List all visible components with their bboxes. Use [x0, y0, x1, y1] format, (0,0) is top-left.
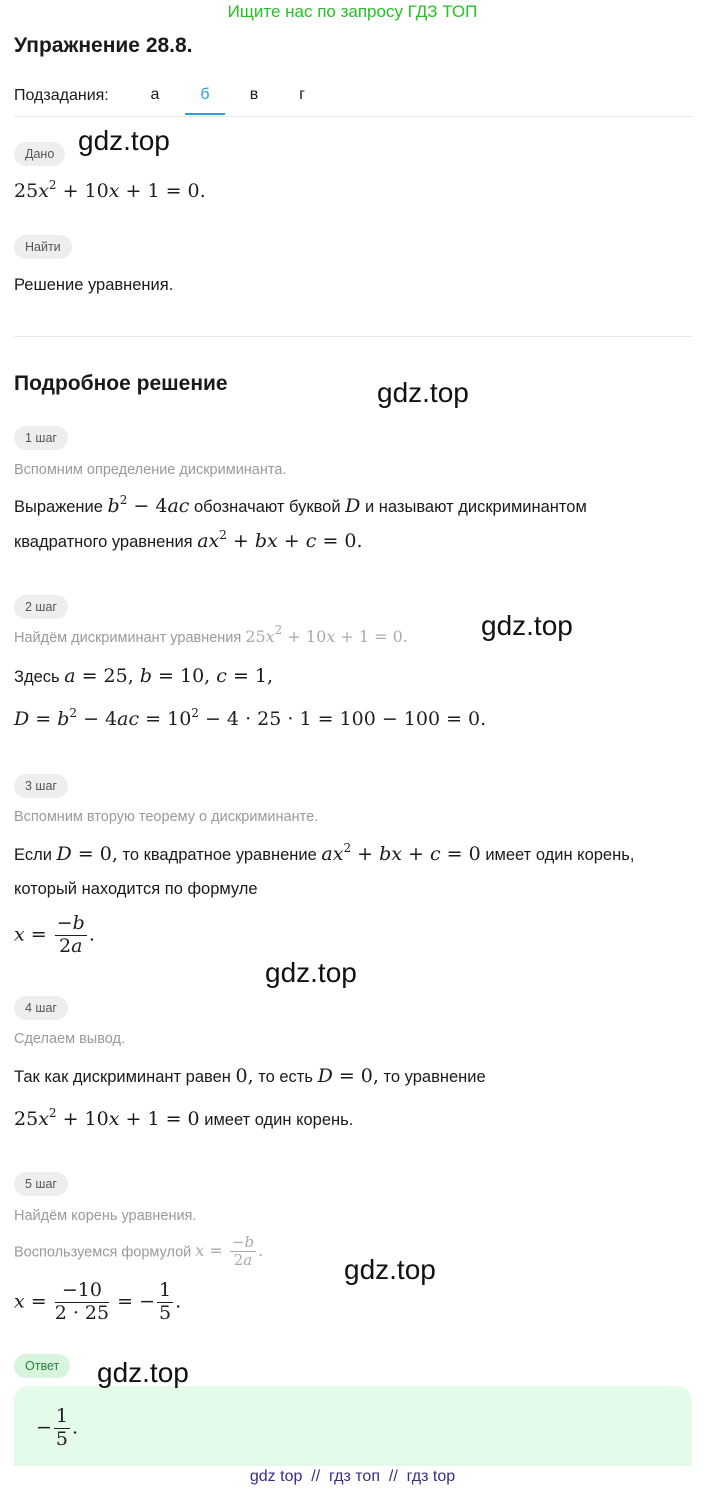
step5-result: x = $\frac{-10}{2 \cdot 25}$ = − $\frac{1}{5}$ .: [14, 1279, 182, 1324]
step3-line2: который находится по формуле: [14, 880, 258, 898]
step1-line2: квадратного уравнения $ax^2$ + bx + c = 0.: [14, 528, 363, 552]
watermark: gdz.top: [265, 957, 357, 988]
step4-line2: $25x^2 + 10x + 1 = 0$ имеет один корень.: [14, 1106, 354, 1130]
tabs-divider: [14, 116, 692, 117]
watermark: gdz.top: [97, 1357, 189, 1388]
step1-hint: Вспомним определение дискриминанта.: [14, 462, 287, 478]
step5-hint: Найдём корень уравнения.: [14, 1208, 197, 1224]
step3-badge: 3 шаг: [14, 774, 68, 798]
answer-badge: Ответ: [14, 1354, 70, 1378]
step4-badge: 4 шаг: [14, 996, 68, 1020]
footer-links: gdz top // гдз топ // гдз top: [249, 1468, 456, 1485]
step1-line1: Выражение $b^2 - 4ac$ обозначают буквой D и называют дискриминантом: [14, 493, 587, 517]
answer-box: [14, 1386, 692, 1466]
subtasks-label: Подзадания:: [14, 87, 109, 104]
answer-value: − $\frac{1}{5}$ .: [36, 1405, 79, 1450]
watermark: gdz.top: [481, 610, 573, 641]
step4-line1: Так как дискриминант равен 0, то есть D = 0, то уравнение: [14, 1065, 486, 1087]
step5-badge: 5 шаг: [14, 1172, 68, 1196]
tab-g[interactable]: г: [299, 86, 305, 103]
given-badge: Дано: [14, 142, 65, 166]
tab-b[interactable]: б: [200, 86, 210, 103]
step3-line1: Если D = 0, то квадратное уравнение $ax^2$ + bx + c = 0 имеет один корень,: [14, 841, 635, 865]
step2-badge: 2 шаг: [14, 595, 68, 619]
find-text: Решение уравнения.: [14, 276, 174, 294]
step5-line1: Воспользуемся формулой x = $\frac{-b}{2a}$ .: [14, 1233, 264, 1270]
search-banner: Ищите нас по запросу ГДЗ ТОП: [227, 2, 478, 21]
solution-title: Подробное решение: [14, 372, 228, 395]
tab-a[interactable]: а: [150, 86, 160, 103]
step2-hint: Найдём дискриминант уравнения $25x^2 + 10x + 1 = 0$.: [14, 623, 408, 646]
active-tab-indicator: [185, 113, 225, 115]
watermark: gdz.top: [344, 1254, 436, 1285]
tab-v[interactable]: в: [249, 86, 259, 103]
watermark: gdz.top: [377, 377, 469, 408]
given-equation: $25x^2 + 10x + 1 = 0$.: [14, 178, 206, 202]
page-title: Упражнение 28.8.: [14, 34, 193, 57]
step4-hint: Сделаем вывод.: [14, 1031, 126, 1047]
find-badge: Найти: [14, 235, 72, 259]
step2-line1: Здесь a = 25, b = 10, c = 1,: [14, 665, 274, 687]
step3-hint: Вспомним вторую теорему о дискриминанте.: [14, 809, 319, 825]
step3-formula: x = $\frac{-b}{2a}$ .: [14, 912, 95, 957]
section-divider: [14, 336, 692, 337]
step1-badge: 1 шаг: [14, 426, 68, 450]
step2-discriminant: $D = b^2 - 4ac = 10^2 - 4 \cdot 25 \cdot 1 = 100 - 100 = 0$.: [14, 706, 487, 730]
watermark: gdz.top: [78, 125, 170, 156]
